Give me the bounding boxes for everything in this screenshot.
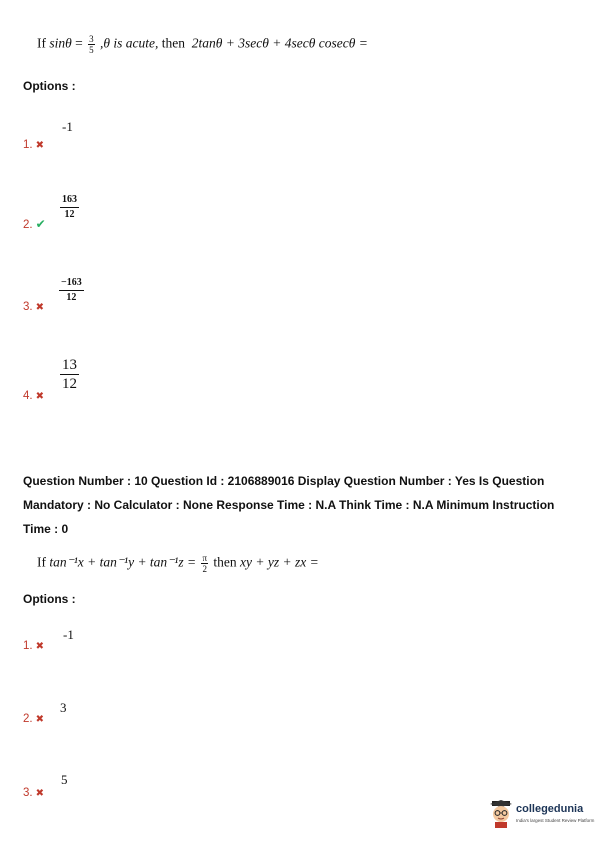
question-meta-line-3: Time : 0 — [23, 522, 69, 536]
cross-icon: ✖ — [35, 788, 44, 799]
q2-option-2-value: 3 — [60, 700, 67, 715]
q1-option-3-den: 12 — [66, 292, 77, 303]
options-label-q1: Options : — [23, 79, 76, 93]
q2-fraction — [201, 553, 208, 574]
q1-option-2-value — [60, 193, 79, 222]
q1-then: then — [161, 35, 186, 51]
question-1-text: If sinθ = $\frac{3}{5}$ ,θ is acute, then 2tanθ + 3secθ + 4secθ cosecθ = — [37, 34, 368, 55]
q1-frac-den: 5 — [89, 45, 94, 55]
question-meta-line-1: Question Number : 10 Question Id : 2106889016 Display Question Number : Yes Is Question — [23, 474, 545, 488]
options-label-q2: Options : — [23, 592, 76, 606]
q1-option-4-den: 12 — [62, 376, 77, 392]
q1-option-3-label: 3. — [23, 301, 33, 313]
q1-option-2-number — [23, 217, 46, 231]
q1-option-1-value: -1 — [62, 119, 73, 134]
q2-option-3-number — [23, 787, 44, 799]
q2-frac-num: π — [202, 553, 208, 563]
q1-option-2-label: 2. — [23, 219, 33, 231]
q1-option-4-label: 4. — [23, 390, 33, 402]
check-icon: ✔ — [35, 217, 46, 231]
q2-option-3-value: 5 — [61, 772, 68, 787]
q1-fraction — [88, 34, 95, 55]
cross-icon: ✖ — [35, 641, 44, 652]
q1-prefix: If — [37, 35, 46, 51]
q1-sin: sinθ — [49, 35, 72, 51]
q2-frac-den: 2 — [202, 564, 207, 574]
q2-then: then — [213, 554, 237, 570]
q1-option-4-num: 13 — [62, 357, 77, 373]
question-meta-line-2: Mandatory : No Calculator : None Response Time : N.A Think Time : N.A Minimum Instruction — [23, 498, 555, 512]
q1-option-3-value — [59, 276, 84, 305]
logo-wordmark: collegedunia — [516, 803, 584, 815]
q1-condition: ,θ is acute, — [100, 35, 159, 51]
cross-icon: ✖ — [35, 391, 44, 402]
q1-option-3-num: −163 — [59, 276, 84, 291]
q2-option-1-value: -1 — [63, 627, 74, 642]
q1-option-2-num: 163 — [60, 193, 79, 208]
cross-icon: ✖ — [35, 714, 44, 725]
q2-option-2-number — [23, 713, 44, 725]
mascot-icon — [489, 800, 513, 828]
question-metadata — [23, 469, 583, 541]
q1-option-1-number — [23, 139, 44, 151]
q1-option-1-label: 1. — [23, 139, 33, 151]
q1-expression: 2tanθ + 3secθ + 4secθ cosecθ = — [191, 35, 368, 51]
q1-option-4-number — [23, 390, 44, 402]
q2-option-1-number — [23, 640, 44, 652]
q2-lhs: tan⁻¹x + tan⁻¹y + tan⁻¹z = — [49, 554, 197, 570]
q2-option-3-label: 3. — [23, 787, 33, 799]
q1-frac-num: 3 — [89, 34, 94, 44]
q1-option-2-den: 12 — [64, 209, 75, 220]
q2-rhs: xy + yz + zx = — [240, 554, 319, 570]
q1-option-4-value — [60, 356, 79, 393]
q2-prefix: If — [37, 554, 46, 570]
q2-option-2-label: 2. — [23, 713, 33, 725]
logo-tagline: India's largest Student Review Platform — [516, 818, 595, 823]
q2-option-1-label: 1. — [23, 640, 33, 652]
question-2-text — [37, 553, 319, 574]
collegedunia-logo — [489, 800, 595, 832]
q1-option-3-number — [23, 301, 44, 313]
cross-icon: ✖ — [35, 302, 44, 313]
cross-icon: ✖ — [35, 140, 44, 151]
